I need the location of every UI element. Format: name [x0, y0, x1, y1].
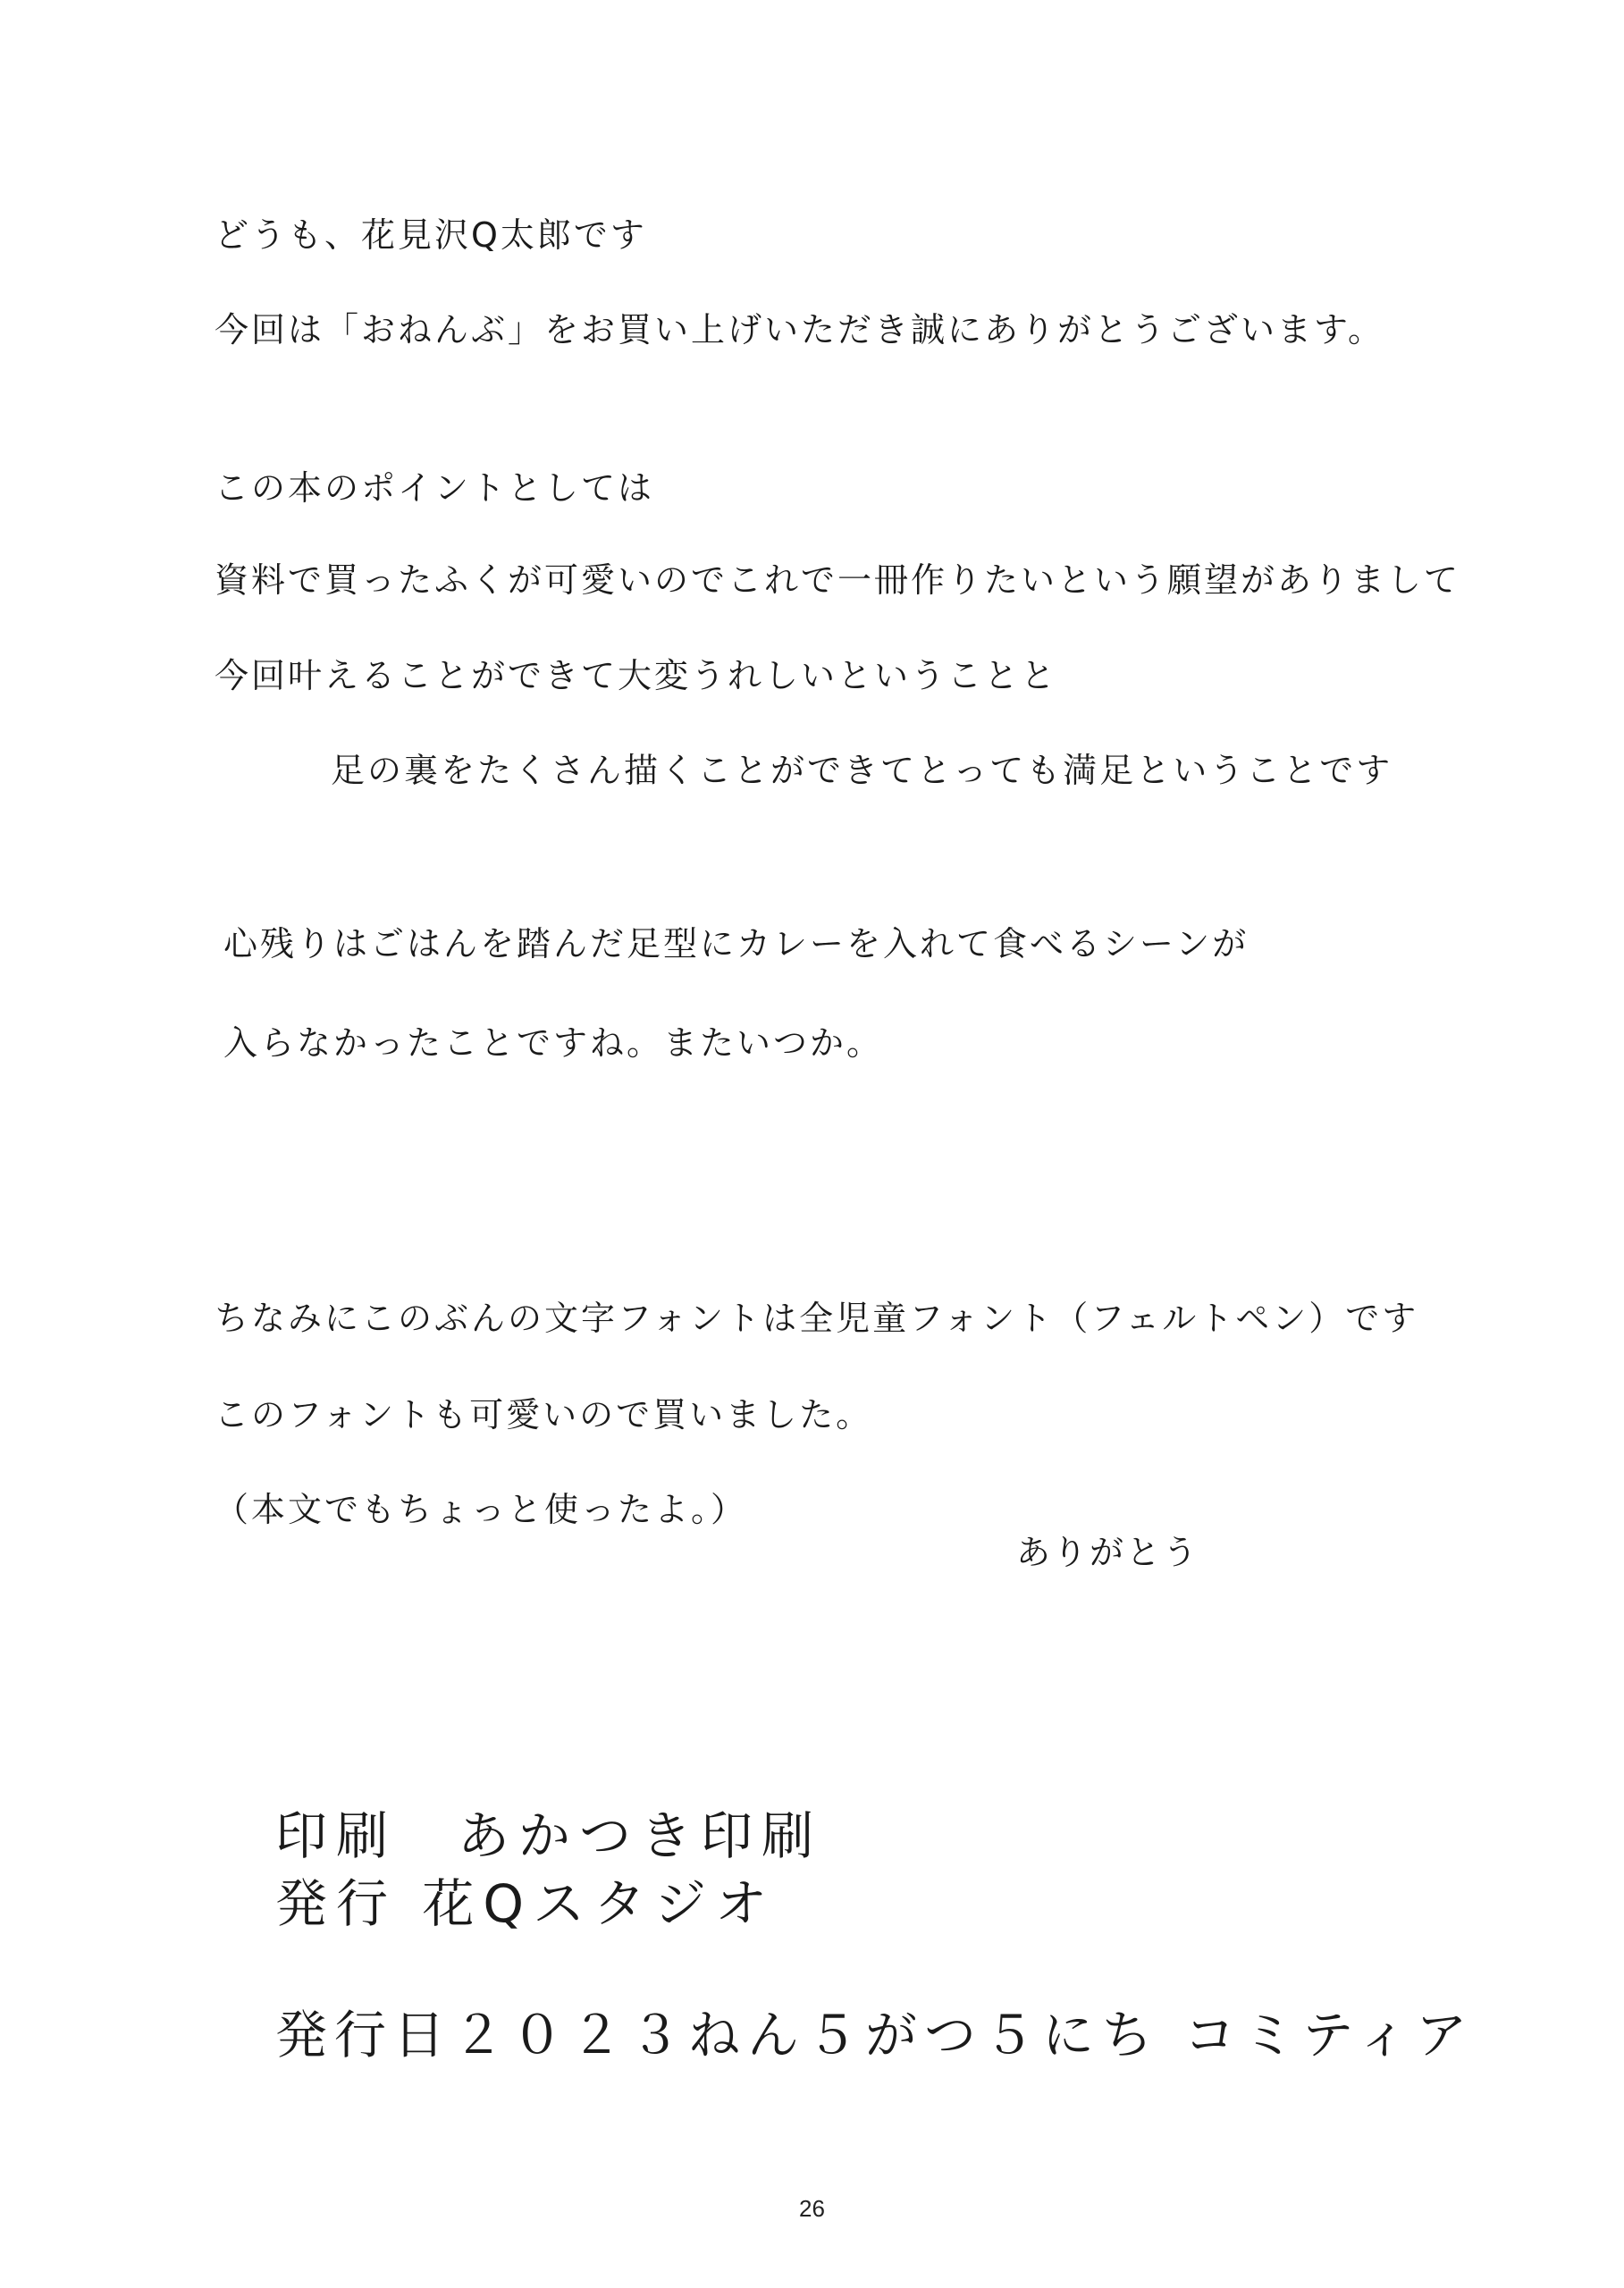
afterword-sign-off: ありがとう [1016, 1533, 1200, 1572]
afterword-point-2: 今回叶えることができて大変うれしいということと [215, 656, 1058, 695]
afterword-point-1: 資料で買ったふくが可愛いのでこれで一冊作りたいという願望がありまして [215, 560, 1461, 600]
afterword-regret-1: 心残りはごはんを踏んだ足型にカレーを入れて食べるシーンが [223, 924, 1250, 963]
colophon-printing: 印刷 あかつき印刷 [275, 1805, 823, 1866]
afterword-font-note-1: ちなみにこのぶんの文字フォントは全児童フォント（フェルトペン）です [215, 1299, 1419, 1338]
afterword-point-3: 足の裏をたくさん描くことができてとっても満足ということです [331, 751, 1393, 790]
afterword-thanks: 今回は「おねんぶ」をお買い上げいただき誠にありがとうございます。 [215, 310, 1384, 349]
colophon-publisher: 発行 花Qスタジオ [275, 1873, 777, 1934]
afterword-point-intro: この本のポイントとしては [215, 468, 655, 508]
afterword-greeting: どうも、花見沢Q太郎です [215, 215, 647, 255]
afterword-font-note-2: このフォントも可愛いので買いました。 [215, 1395, 873, 1434]
afterword-font-note-3: （本文でもちょっと使ったよ。） [215, 1490, 748, 1529]
page-number: 26 [799, 2195, 825, 2222]
colophon-issue-date: 発行日２０２３ねん５がつ５にち コミティア [275, 2005, 1475, 2065]
afterword-regret-2: 入らなかったことですね。またいつか。 [223, 1023, 884, 1063]
